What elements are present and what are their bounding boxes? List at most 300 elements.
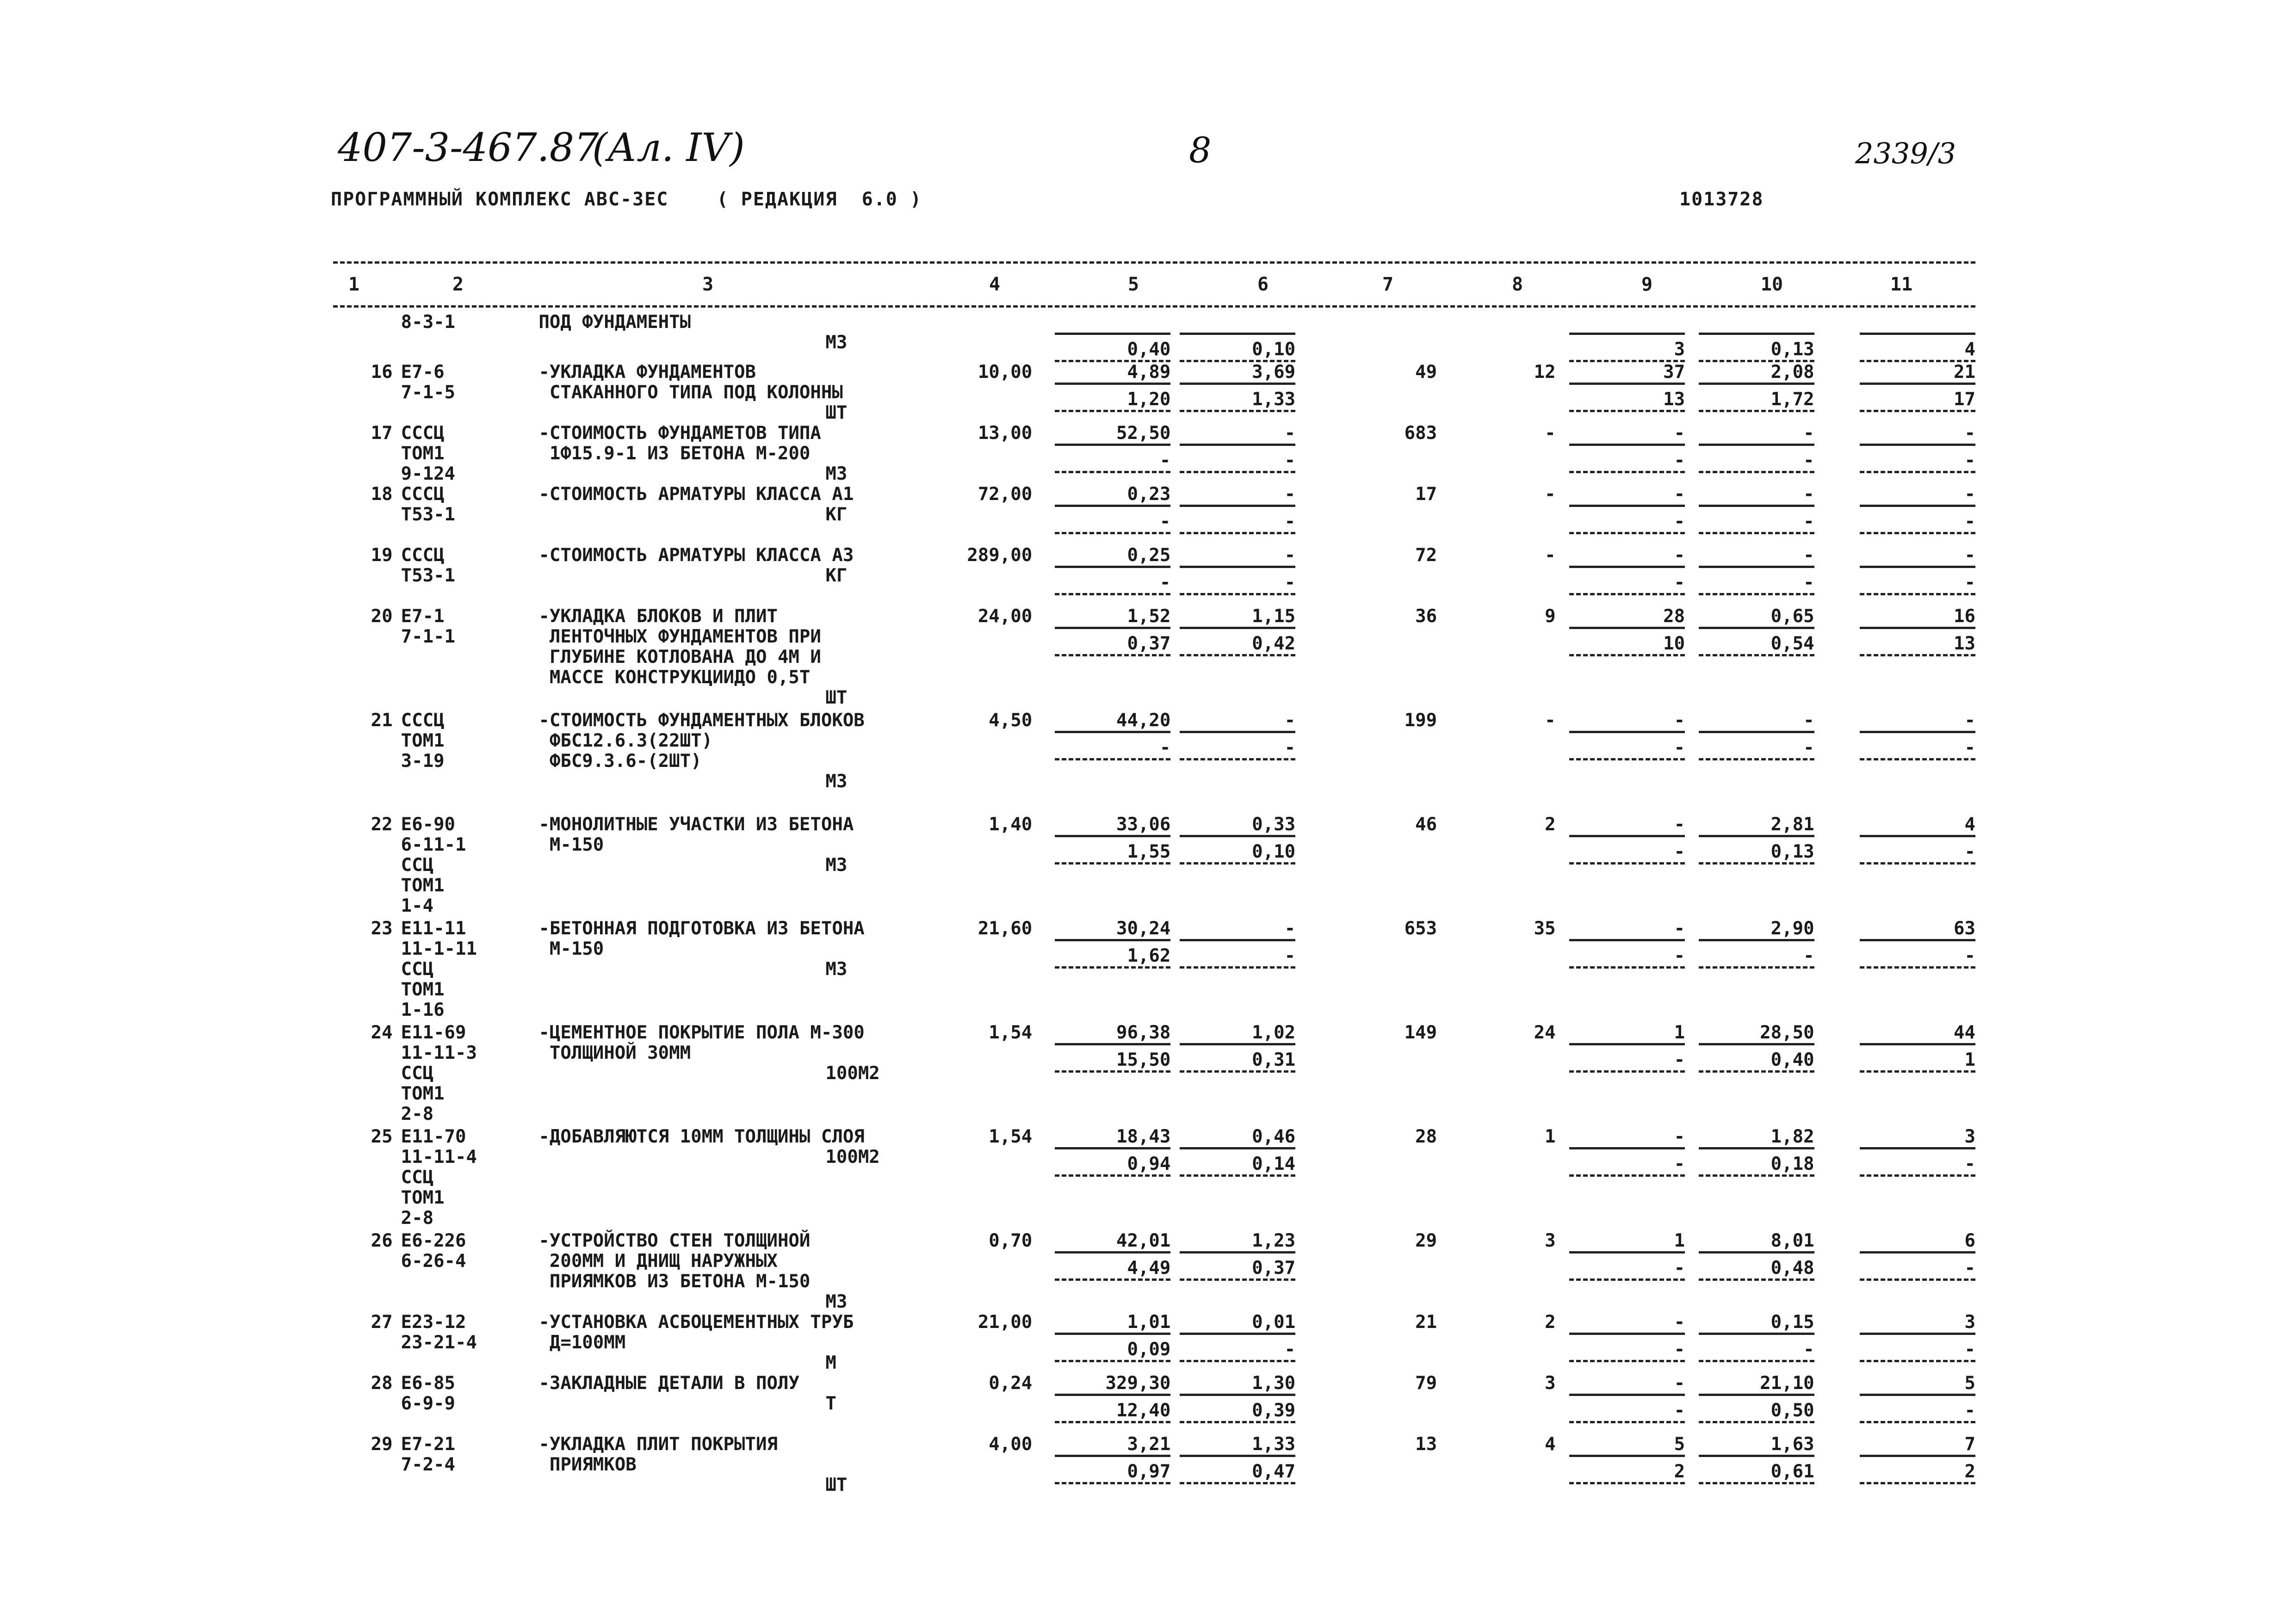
wages-total: 12 xyxy=(1534,362,1556,383)
handwritten-album: (Ал. IV) xyxy=(592,125,745,170)
row-number: 22 xyxy=(371,814,393,835)
labor-unit xyxy=(1685,312,1814,362)
total-cost: 21 xyxy=(1415,1312,1437,1333)
table-row xyxy=(333,710,1975,815)
unit-cost xyxy=(1032,815,1170,919)
unit-cost xyxy=(1032,545,1170,606)
table-row xyxy=(333,362,1975,423)
wages-total: 3 xyxy=(1545,1373,1556,1394)
labor-unit xyxy=(1685,1127,1814,1231)
unit-cost xyxy=(1032,362,1170,423)
labor-total-value: 3 xyxy=(1860,1312,1975,1335)
labor-unit-wage-value: - xyxy=(1699,512,1814,534)
labor-total-value xyxy=(1860,312,1975,335)
machine-total-value: - xyxy=(1569,710,1685,733)
machine-total xyxy=(1556,1373,1685,1434)
unit-of-measure: ШТ xyxy=(825,687,848,708)
unit-cost xyxy=(1032,423,1170,484)
labor-total-wage-value: 2 xyxy=(1860,1462,1975,1484)
machine-cost xyxy=(1170,1434,1295,1495)
work-description: -УСТАНОВКА АСБОЦЕМЕНТНЫХ ТРУБ Д=100ММ М xyxy=(538,1312,926,1373)
unit-of-measure: М xyxy=(825,1352,836,1373)
column-number-6: 6 xyxy=(1257,274,1269,295)
labor-total xyxy=(1814,423,1975,484)
unit-cost-wage-value: 0,97 xyxy=(1055,1462,1170,1484)
unit-cost xyxy=(1032,1434,1170,1495)
wages-total: 2 xyxy=(1545,1312,1556,1333)
machine-total xyxy=(1556,1434,1685,1495)
labor-unit-wage-value: 0,61 xyxy=(1699,1462,1814,1484)
machine-total xyxy=(1556,1312,1685,1373)
machine-cost-wage-value: - xyxy=(1180,573,1295,595)
column-number-9: 9 xyxy=(1641,274,1653,295)
column-number-10: 10 xyxy=(1760,274,1783,295)
machine-cost-wage-value: 0,14 xyxy=(1180,1154,1295,1177)
machine-total xyxy=(1556,1127,1685,1231)
machine-cost-value: 1,30 xyxy=(1180,1373,1295,1396)
total-cost: 72 xyxy=(1415,545,1437,566)
labor-unit-value xyxy=(1699,312,1814,335)
labor-unit-value: 1,63 xyxy=(1699,1434,1814,1457)
machine-cost xyxy=(1170,1373,1295,1434)
wages-total: 35 xyxy=(1534,918,1556,939)
wages-total: - xyxy=(1545,423,1556,444)
machine-cost-value: - xyxy=(1180,484,1295,507)
machine-total xyxy=(1556,484,1685,545)
labor-total xyxy=(1814,312,1975,362)
machine-total xyxy=(1556,423,1685,484)
labor-unit-wage-value: 0,13 xyxy=(1699,842,1814,864)
row-number: 28 xyxy=(371,1373,393,1394)
labor-unit-wage-value: 0,40 xyxy=(1699,1050,1814,1073)
machine-total-wage-value: - xyxy=(1569,1340,1685,1362)
table-row xyxy=(333,312,1975,362)
labor-total xyxy=(1814,1231,1975,1312)
labor-total xyxy=(1814,1312,1975,1373)
machine-total-value: 1 xyxy=(1569,1023,1685,1045)
machine-total-value: - xyxy=(1569,423,1685,446)
total-cost: 46 xyxy=(1415,814,1437,835)
labor-unit-value: - xyxy=(1699,484,1814,507)
machine-total-wage-value: - xyxy=(1569,1050,1685,1073)
labor-unit xyxy=(1685,423,1814,484)
row-number: 17 xyxy=(371,423,393,444)
unit-cost-wage-value: 0,09 xyxy=(1055,1340,1170,1362)
unit-of-measure: КГ xyxy=(825,504,848,525)
labor-total-value: 7 xyxy=(1860,1434,1975,1457)
unit-cost xyxy=(1032,1127,1170,1231)
work-description: -СТОИМОСТЬ АРМАТУРЫ КЛАССА А1 КГ xyxy=(538,484,926,545)
total-cost: 79 xyxy=(1415,1373,1437,1394)
unit-of-measure: КГ xyxy=(825,565,848,586)
unit-cost-wage-value: 0,37 xyxy=(1055,634,1170,656)
wages-total: 2 xyxy=(1545,814,1556,835)
machine-total-wage-value: - xyxy=(1569,512,1685,534)
quantity: 4,50 xyxy=(989,710,1033,731)
labor-unit-value: 2,81 xyxy=(1699,815,1814,837)
rate-code: Е7-21 7-2-4 xyxy=(401,1434,456,1475)
row-number: 16 xyxy=(371,362,393,383)
work-description: ПОД ФУНДАМЕНТЫ М3 xyxy=(538,312,926,362)
unit-cost xyxy=(1032,1023,1170,1127)
column-number-5: 5 xyxy=(1127,274,1139,295)
labor-unit xyxy=(1685,1373,1814,1434)
machine-cost-wage-value: 0,39 xyxy=(1180,1401,1295,1423)
labor-total-wage-value: - xyxy=(1860,738,1975,760)
machine-cost-value: 1,33 xyxy=(1180,1434,1295,1457)
machine-cost xyxy=(1170,919,1295,1023)
rate-code: Е11-69 11-11-3 ССЦ ТОМ1 2-8 xyxy=(401,1022,477,1124)
labor-unit-wage-value: 0,18 xyxy=(1699,1154,1814,1177)
rate-code: Е7-6 7-1-5 xyxy=(401,362,456,403)
wages-total: - xyxy=(1545,710,1556,731)
machine-total xyxy=(1556,1231,1685,1312)
wages-total: - xyxy=(1545,545,1556,566)
machine-total-wage-value: 13 xyxy=(1569,389,1685,412)
machine-cost xyxy=(1170,1023,1295,1127)
labor-total-value: 6 xyxy=(1860,1231,1975,1254)
quantity: 10,00 xyxy=(978,362,1033,383)
unit-cost xyxy=(1032,312,1170,362)
machine-total-value: - xyxy=(1569,484,1685,507)
labor-total-value: 5 xyxy=(1860,1373,1975,1396)
labor-unit xyxy=(1685,1434,1814,1495)
unit-cost-value: 3,21 xyxy=(1055,1434,1170,1457)
doc-number: 1013728 xyxy=(1679,189,1764,210)
total-cost: 13 xyxy=(1415,1434,1437,1455)
wages-total: 1 xyxy=(1545,1126,1556,1147)
work-description: -ЗАКЛАДНЫЕ ДЕТАЛИ В ПОЛУ Т xyxy=(538,1373,926,1434)
machine-total-value: - xyxy=(1569,545,1685,568)
labor-total xyxy=(1814,1023,1975,1127)
rate-code: 8-3-1 xyxy=(401,312,456,333)
table-row xyxy=(333,815,1975,919)
unit-cost-value: 52,50 xyxy=(1055,423,1170,446)
machine-total-value: - xyxy=(1569,1312,1685,1335)
unit-of-measure: ШТ xyxy=(825,1475,848,1495)
work-description: -УСТРОЙСТВО СТЕН ТОЛЩИНОЙ 200ММ И ДНИЩ НАРУЖНЫХ ПРИЯМКОВ ИЗ БЕТОНА М-150 М3 xyxy=(538,1231,926,1312)
machine-total xyxy=(1556,362,1685,423)
unit-of-measure: 100М2 xyxy=(825,1147,880,1167)
labor-unit-value: 0,15 xyxy=(1699,1312,1814,1335)
machine-cost-wage-value: 0,42 xyxy=(1180,634,1295,656)
rate-code: СССЦ ТОМ1 3-19 xyxy=(401,710,445,772)
machine-total xyxy=(1556,710,1685,815)
machine-total-value: - xyxy=(1569,1373,1685,1396)
machine-total xyxy=(1556,312,1685,362)
unit-cost-value: 44,20 xyxy=(1055,710,1170,733)
labor-total xyxy=(1814,1373,1975,1434)
machine-cost-value: 1,23 xyxy=(1180,1231,1295,1254)
labor-total-value: - xyxy=(1860,545,1975,568)
labor-total-value: - xyxy=(1860,423,1975,446)
wages-total: - xyxy=(1545,484,1556,505)
row-number xyxy=(333,312,401,362)
row-number: 24 xyxy=(371,1022,393,1043)
unit-of-measure: М3 xyxy=(825,1291,848,1312)
rate-code: СССЦ Т53-1 xyxy=(401,545,456,586)
quantity: 0,70 xyxy=(989,1230,1033,1251)
work-description: -СТОИМОСТЬ ФУНДАМЕТОВ ТИПА 1Ф15.9-1 ИЗ БЕТОНА М-200 М3 xyxy=(538,423,926,484)
labor-total xyxy=(1814,1127,1975,1231)
unit-cost xyxy=(1032,484,1170,545)
labor-unit-value: 8,01 xyxy=(1699,1231,1814,1254)
unit-of-measure: М3 xyxy=(825,959,848,980)
row-number: 27 xyxy=(371,1312,393,1333)
table-row xyxy=(333,1434,1975,1495)
unit-of-measure: М3 xyxy=(825,332,848,353)
machine-cost-value: - xyxy=(1180,423,1295,446)
machine-total xyxy=(1556,606,1685,710)
machine-total-value: 1 xyxy=(1569,1231,1685,1254)
unit-cost-wage-value: 1,62 xyxy=(1055,946,1170,969)
labor-unit-value: 28,50 xyxy=(1699,1023,1814,1045)
machine-total-wage-value: - xyxy=(1569,842,1685,864)
labor-total-value: 4 xyxy=(1860,815,1975,837)
total-cost: 17 xyxy=(1415,484,1437,505)
unit-of-measure: ШТ xyxy=(825,402,848,423)
total-cost: 683 xyxy=(1404,423,1437,444)
machine-cost-value: 3,69 xyxy=(1180,362,1295,385)
machine-cost-wage-value: - xyxy=(1180,451,1295,473)
unit-cost xyxy=(1032,710,1170,815)
rate-code: Е23-12 23-21-4 xyxy=(401,1312,477,1353)
unit-cost xyxy=(1032,1373,1170,1434)
labor-total xyxy=(1814,545,1975,606)
labor-unit-wage-value: - xyxy=(1699,573,1814,595)
rate-code: Е6-226 6-26-4 xyxy=(401,1230,466,1272)
unit-cost-value: 0,25 xyxy=(1055,545,1170,568)
unit-cost-wage-value: 0,94 xyxy=(1055,1154,1170,1177)
unit-cost-value: 4,89 xyxy=(1055,362,1170,385)
machine-total-value: - xyxy=(1569,919,1685,941)
machine-total-value: 5 xyxy=(1569,1434,1685,1457)
quantity: 24,00 xyxy=(978,606,1033,627)
labor-total-wage-value: 1 xyxy=(1860,1050,1975,1073)
unit-cost-wage-value: 12,40 xyxy=(1055,1401,1170,1423)
machine-total-wage-value: - xyxy=(1569,451,1685,473)
wages-total: 4 xyxy=(1545,1434,1556,1455)
labor-unit xyxy=(1685,545,1814,606)
machine-total-value: - xyxy=(1569,1127,1685,1149)
machine-total-wage-value: 3 xyxy=(1569,340,1685,362)
work-description: -УКЛАДКА ФУНДАМЕНТОВ СТАКАННОГО ТИПА ПОД КОЛОННЫ ШТ xyxy=(538,362,926,423)
machine-total xyxy=(1556,1023,1685,1127)
unit-cost-value: 0,23 xyxy=(1055,484,1170,507)
unit-cost xyxy=(1032,606,1170,710)
unit-cost xyxy=(1032,1312,1170,1373)
total-cost: 199 xyxy=(1404,710,1437,731)
unit-cost-value: 30,24 xyxy=(1055,919,1170,941)
labor-total-value: 16 xyxy=(1860,606,1975,629)
labor-total xyxy=(1814,484,1975,545)
row-number: 29 xyxy=(371,1434,393,1455)
machine-cost-value: - xyxy=(1180,710,1295,733)
row-number: 19 xyxy=(371,545,393,566)
table-row xyxy=(333,1231,1975,1312)
table-row xyxy=(333,1312,1975,1373)
machine-cost xyxy=(1170,1127,1295,1231)
machine-cost xyxy=(1170,362,1295,423)
labor-unit xyxy=(1685,919,1814,1023)
row-number: 21 xyxy=(371,710,393,731)
labor-unit-wage-value: 0,48 xyxy=(1699,1258,1814,1281)
labor-unit xyxy=(1685,1023,1814,1127)
machine-total xyxy=(1556,545,1685,606)
work-description: -БЕТОННАЯ ПОДГОТОВКА ИЗ БЕТОНА М-150 М3 xyxy=(538,919,926,1023)
labor-unit-value: 2,08 xyxy=(1699,362,1814,385)
rate-code: Е6-85 6-9-9 xyxy=(401,1373,456,1414)
labor-unit-value: 0,65 xyxy=(1699,606,1814,629)
unit-cost-wage-value: - xyxy=(1055,738,1170,760)
labor-unit xyxy=(1685,710,1814,815)
unit-cost-value: 329,30 xyxy=(1055,1373,1170,1396)
column-number-7: 7 xyxy=(1382,274,1394,295)
labor-unit-value: 2,90 xyxy=(1699,919,1814,941)
work-description: -ЦЕМЕНТНОЕ ПОКРЫТИЕ ПОЛА М-300 ТОЛЩИНОЙ 30ММ 100М2 xyxy=(538,1023,926,1127)
quantity: 1,54 xyxy=(989,1126,1033,1147)
labor-unit xyxy=(1685,1312,1814,1373)
row-number: 18 xyxy=(371,484,393,505)
machine-cost xyxy=(1170,312,1295,362)
machine-total-wage-value: - xyxy=(1569,1258,1685,1281)
labor-unit-wage-value: 1,72 xyxy=(1699,389,1814,412)
machine-total-wage-value: 10 xyxy=(1569,634,1685,656)
labor-total xyxy=(1814,919,1975,1023)
machine-cost-value: 0,46 xyxy=(1180,1127,1295,1149)
labor-total-value: 63 xyxy=(1860,919,1975,941)
row-number: 20 xyxy=(371,606,393,627)
machine-cost xyxy=(1170,710,1295,815)
rate-code: СССЦ ТОМ1 9-124 xyxy=(401,423,456,484)
unit-cost xyxy=(1032,919,1170,1023)
labor-unit-value: 1,82 xyxy=(1699,1127,1814,1149)
machine-cost xyxy=(1170,423,1295,484)
total-cost: 36 xyxy=(1415,606,1437,627)
machine-total-value: 37 xyxy=(1569,362,1685,385)
table-row xyxy=(333,484,1975,545)
unit-cost-value: 42,01 xyxy=(1055,1231,1170,1254)
machine-cost xyxy=(1170,1312,1295,1373)
unit-cost-wage-value: 4,49 xyxy=(1055,1258,1170,1281)
unit-of-measure: М3 xyxy=(825,463,848,484)
quantity: 1,40 xyxy=(989,814,1033,835)
unit-of-measure: 100М2 xyxy=(825,1063,880,1084)
unit-cost-value: 1,52 xyxy=(1055,606,1170,629)
labor-total-wage-value: - xyxy=(1860,1258,1975,1281)
labor-total-value: - xyxy=(1860,710,1975,733)
total-cost: 653 xyxy=(1404,918,1437,939)
work-description: -УКЛАДКА ПЛИТ ПОКРЫТИЯ ПРИЯМКОВ ШТ xyxy=(538,1434,926,1495)
unit-cost xyxy=(1032,1231,1170,1312)
column-number-3: 3 xyxy=(702,274,714,295)
labor-unit-value: - xyxy=(1699,423,1814,446)
machine-cost-value: 0,01 xyxy=(1180,1312,1295,1335)
wages-total: 9 xyxy=(1545,606,1556,627)
wages-total xyxy=(1437,312,1555,362)
labor-unit-value: - xyxy=(1699,710,1814,733)
labor-total-wage-value: - xyxy=(1860,451,1975,473)
page-number: 8 xyxy=(1189,130,1212,171)
labor-unit-wage-value: - xyxy=(1699,738,1814,760)
machine-cost xyxy=(1170,606,1295,710)
column-number-4: 4 xyxy=(989,274,1001,295)
labor-unit xyxy=(1685,362,1814,423)
work-description: -ДОБАВЛЯЮТСЯ 10ММ ТОЛЩИНЫ СЛОЯ 100М2 xyxy=(538,1127,926,1231)
labor-unit-wage-value: - xyxy=(1699,946,1814,969)
labor-total-wage-value: 4 xyxy=(1860,340,1975,362)
unit-cost-value: 18,43 xyxy=(1055,1127,1170,1149)
column-number-2: 2 xyxy=(452,274,464,295)
work-description: -УКЛАДКА БЛОКОВ И ПЛИТ ЛЕНТОЧНЫХ ФУНДАМЕНТОВ ПРИ ГЛУБИНЕ КОТЛОВАНА ДО 4М И МАССЕ КОНСТРУКЦИИДО 0,5Т ШТ xyxy=(538,606,926,710)
machine-cost-wage-value: - xyxy=(1180,1340,1295,1362)
unit-cost-value: 33,06 xyxy=(1055,815,1170,837)
unit-cost-value: 96,38 xyxy=(1055,1023,1170,1045)
quantity: 1,54 xyxy=(989,1022,1033,1043)
wages-total: 3 xyxy=(1545,1230,1556,1251)
table-row xyxy=(333,545,1975,606)
quantity: 13,00 xyxy=(978,423,1033,444)
labor-unit xyxy=(1685,815,1814,919)
labor-total-wage-value: 17 xyxy=(1860,389,1975,412)
machine-total-wage-value: - xyxy=(1569,1401,1685,1423)
unit-cost-wage-value: 1,55 xyxy=(1055,842,1170,864)
header-bottom-rule xyxy=(333,305,1975,308)
labor-unit-value: 21,10 xyxy=(1699,1373,1814,1396)
handwritten-code: 407-3-467.87 xyxy=(338,125,599,170)
machine-cost-wage-value: 0,31 xyxy=(1180,1050,1295,1073)
machine-total-wage-value: - xyxy=(1569,573,1685,595)
machine-cost-wage-value: - xyxy=(1180,738,1295,760)
unit-cost-wage-value: - xyxy=(1055,573,1170,595)
labor-unit-wage-value: 0,54 xyxy=(1699,634,1814,656)
table-row xyxy=(333,1127,1975,1231)
labor-unit xyxy=(1685,1231,1814,1312)
labor-total-wage-value: - xyxy=(1860,842,1975,864)
total-cost: 149 xyxy=(1404,1022,1437,1043)
unit-cost-value xyxy=(1055,312,1170,335)
table-row xyxy=(333,606,1975,710)
labor-unit xyxy=(1685,484,1814,545)
labor-unit-wage-value: - xyxy=(1699,1340,1814,1362)
unit-cost-wage-value: - xyxy=(1055,451,1170,473)
labor-total-wage-value: - xyxy=(1860,946,1975,969)
machine-total-value: 28 xyxy=(1569,606,1685,629)
labor-total xyxy=(1814,710,1975,815)
column-number-1: 1 xyxy=(348,274,360,295)
total-cost: 49 xyxy=(1415,362,1437,383)
labor-total-wage-value: 13 xyxy=(1860,634,1975,656)
machine-total-wage-value: 2 xyxy=(1569,1462,1685,1484)
work-description: -МОНОЛИТНЫЕ УЧАСТКИ ИЗ БЕТОНА М-150 М3 xyxy=(538,815,926,919)
labor-total-value: 3 xyxy=(1860,1127,1975,1149)
total-cost: 29 xyxy=(1415,1230,1437,1251)
table-row xyxy=(333,919,1975,1023)
quantity xyxy=(927,312,1033,362)
unit-of-measure: Т xyxy=(825,1393,836,1414)
table-row xyxy=(333,1373,1975,1434)
rate-code: Е11-11 11-1-11 ССЦ ТОМ1 1-16 xyxy=(401,918,477,1020)
labor-total-value: 44 xyxy=(1860,1023,1975,1045)
labor-unit xyxy=(1685,606,1814,710)
machine-cost-value xyxy=(1180,312,1295,335)
column-number-11: 11 xyxy=(1890,274,1913,295)
machine-total xyxy=(1556,919,1685,1023)
machine-total-value xyxy=(1569,312,1685,335)
labor-total-wage-value: - xyxy=(1860,573,1975,595)
column-number-8: 8 xyxy=(1511,274,1523,295)
machine-cost xyxy=(1170,815,1295,919)
